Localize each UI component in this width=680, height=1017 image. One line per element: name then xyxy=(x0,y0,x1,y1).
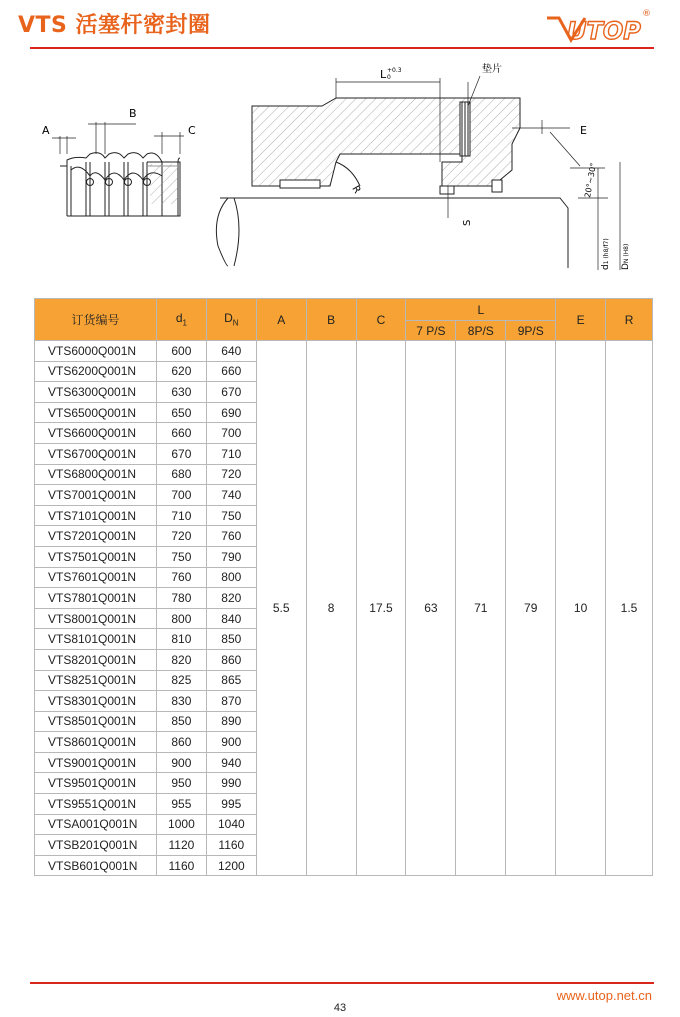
cell-dn: 1200 xyxy=(206,855,256,876)
cell-d1: 660 xyxy=(156,423,206,444)
cell-dn: 740 xyxy=(206,485,256,506)
dim-label-C: C xyxy=(188,124,196,137)
cell-d1: 680 xyxy=(156,464,206,485)
dim-label-L-tol-lower: 0 xyxy=(387,74,391,81)
cell-dn: 990 xyxy=(206,773,256,794)
cell-shared-l-7: 63 xyxy=(406,341,456,876)
col-header-dn: $D_N$ xyxy=(206,299,256,341)
cell-shared-l-9: 79 xyxy=(506,341,556,876)
cell-d1: 800 xyxy=(156,608,206,629)
cell-d1: 955 xyxy=(156,794,206,815)
logo-text: UTOP xyxy=(567,17,641,45)
col-header-d1: $d_1$ xyxy=(156,299,206,341)
cell-code: VTS7601Q001N xyxy=(35,567,157,588)
col-header-code: 订货编号 xyxy=(35,299,157,341)
cell-shared-l-8: 71 xyxy=(456,341,506,876)
cell-dn: 890 xyxy=(206,711,256,732)
dim-label-R: R xyxy=(349,184,363,196)
cell-code: VTS7201Q001N xyxy=(35,526,157,547)
cell-d1: 780 xyxy=(156,588,206,609)
cell-code: VTS8501Q001N xyxy=(35,711,157,732)
piston-rod xyxy=(216,198,568,268)
cell-dn: 865 xyxy=(206,670,256,691)
cell-dn: 900 xyxy=(206,732,256,753)
cell-d1: 860 xyxy=(156,732,206,753)
cell-code: VTS8601Q001N xyxy=(35,732,157,753)
cell-code: VTS9551Q001N xyxy=(35,794,157,815)
cell-dn: 750 xyxy=(206,505,256,526)
cell-code: VTSA001Q001N xyxy=(35,814,157,835)
spec-table xyxy=(34,298,653,876)
cell-code: VTS6000Q001N xyxy=(35,341,157,362)
cell-shared-r: 1.5 xyxy=(606,341,653,876)
cell-shared-b: 8 xyxy=(306,341,356,876)
dim-label-B: B xyxy=(129,107,137,120)
cell-d1: 1120 xyxy=(156,835,206,856)
cell-dn: 720 xyxy=(206,464,256,485)
cell-dn: 800 xyxy=(206,567,256,588)
cell-code: VTS6200Q001N xyxy=(35,361,157,382)
dim-label-L-tol-upper: +0.3 xyxy=(387,67,402,74)
cell-dn: 760 xyxy=(206,526,256,547)
cell-dn: 690 xyxy=(206,402,256,423)
cell-code: VTS6500Q001N xyxy=(35,402,157,423)
cell-d1: 825 xyxy=(156,670,206,691)
cell-dn: 790 xyxy=(206,546,256,567)
cell-code: VTS7501Q001N xyxy=(35,546,157,567)
cell-d1: 620 xyxy=(156,361,206,382)
cell-dn: 660 xyxy=(206,361,256,382)
cell-code: VTS9001Q001N xyxy=(35,752,157,773)
seal-cross-section-drawing xyxy=(30,58,660,280)
dim-label-A: A xyxy=(42,124,50,137)
seal-stack-detail xyxy=(60,153,180,216)
cell-d1: 950 xyxy=(156,773,206,794)
cell-dn: 860 xyxy=(206,649,256,670)
cell-d1: 1160 xyxy=(156,855,206,876)
col-header-r: R xyxy=(606,299,653,341)
cell-d1: 670 xyxy=(156,443,206,464)
logo-registered-mark: ® xyxy=(642,9,651,19)
cell-d1: 820 xyxy=(156,649,206,670)
dim-label-S: S xyxy=(462,219,473,226)
spec-table-body xyxy=(35,341,653,876)
col-header-a: A xyxy=(256,299,306,341)
cell-code: VTS6700Q001N xyxy=(35,443,157,464)
cell-dn: 700 xyxy=(206,423,256,444)
page-title: VTS 活塞杆密封圈 xyxy=(18,13,211,38)
cell-d1: 600 xyxy=(156,341,206,362)
col-header-e: E xyxy=(556,299,606,341)
cell-d1: 650 xyxy=(156,402,206,423)
cell-d1: 700 xyxy=(156,485,206,506)
cell-code: VTS8201Q001N xyxy=(35,649,157,670)
cell-code: VTS8001Q001N xyxy=(35,608,157,629)
cell-code: VTS8301Q001N xyxy=(35,691,157,712)
cell-code: VTS6300Q001N xyxy=(35,382,157,403)
col-header-l: L xyxy=(406,299,556,321)
footer-rule xyxy=(30,982,654,984)
cell-code: VTS6600Q001N xyxy=(35,423,157,444)
cell-code: VTS8101Q001N xyxy=(35,629,157,650)
cell-d1: 1000 xyxy=(156,814,206,835)
cell-d1: 850 xyxy=(156,711,206,732)
cell-code: VTSB601Q001N xyxy=(35,855,157,876)
table-row xyxy=(35,341,653,362)
page-number: 43 xyxy=(333,1002,347,1014)
col-header-c: C xyxy=(356,299,406,341)
col-header-l-7ps: 7 P/S xyxy=(406,321,456,341)
header-rule xyxy=(30,47,654,49)
cell-dn: 850 xyxy=(206,629,256,650)
cell-d1: 760 xyxy=(156,567,206,588)
cell-dn: 870 xyxy=(206,691,256,712)
cell-d1: 630 xyxy=(156,382,206,403)
cell-dn: 670 xyxy=(206,382,256,403)
cell-d1: 900 xyxy=(156,752,206,773)
cell-code: VTS7101Q001N xyxy=(35,505,157,526)
cell-d1: 830 xyxy=(156,691,206,712)
cell-d1: 810 xyxy=(156,629,206,650)
dim-label-L: L xyxy=(380,68,387,81)
cell-code: VTSB201Q001N xyxy=(35,835,157,856)
website-url: www.utop.net.cn xyxy=(556,988,652,1003)
cell-d1: 750 xyxy=(156,546,206,567)
cell-d1: 720 xyxy=(156,526,206,547)
cell-code: VTS8251Q001N xyxy=(35,670,157,691)
cell-dn: 1160 xyxy=(206,835,256,856)
col-header-l-9ps: 9P/S xyxy=(506,321,556,341)
cell-shared-e: 10 xyxy=(556,341,606,876)
cell-dn: 940 xyxy=(206,752,256,773)
cell-shared-c: 17.5 xyxy=(356,341,406,876)
utop-logo xyxy=(545,6,655,46)
dim-label-E: E xyxy=(580,124,587,137)
cell-code: VTS7801Q001N xyxy=(35,588,157,609)
cell-d1: 710 xyxy=(156,505,206,526)
cell-code: VTS9501Q001N xyxy=(35,773,157,794)
housing-section xyxy=(252,98,520,194)
cell-dn: 640 xyxy=(206,341,256,362)
col-header-l-8ps: 8P/S xyxy=(456,321,506,341)
cell-dn: 840 xyxy=(206,608,256,629)
cell-dn: 995 xyxy=(206,794,256,815)
cell-dn: 710 xyxy=(206,443,256,464)
dim-label-DN: DN (H8) xyxy=(621,243,631,270)
seal-stack-dimensions xyxy=(52,122,184,154)
cell-shared-a: 5.5 xyxy=(256,341,306,876)
cell-code: VTS7001Q001N xyxy=(35,485,157,506)
col-header-b: B xyxy=(306,299,356,341)
gasket-label: 垫片 xyxy=(482,64,502,75)
cell-code: VTS6800Q001N xyxy=(35,464,157,485)
dim-label-angle: 20°~30° xyxy=(583,162,599,199)
cell-dn: 1040 xyxy=(206,814,256,835)
dim-label-d1: d1 (h8/f7) xyxy=(601,238,611,270)
cell-dn: 820 xyxy=(206,588,256,609)
